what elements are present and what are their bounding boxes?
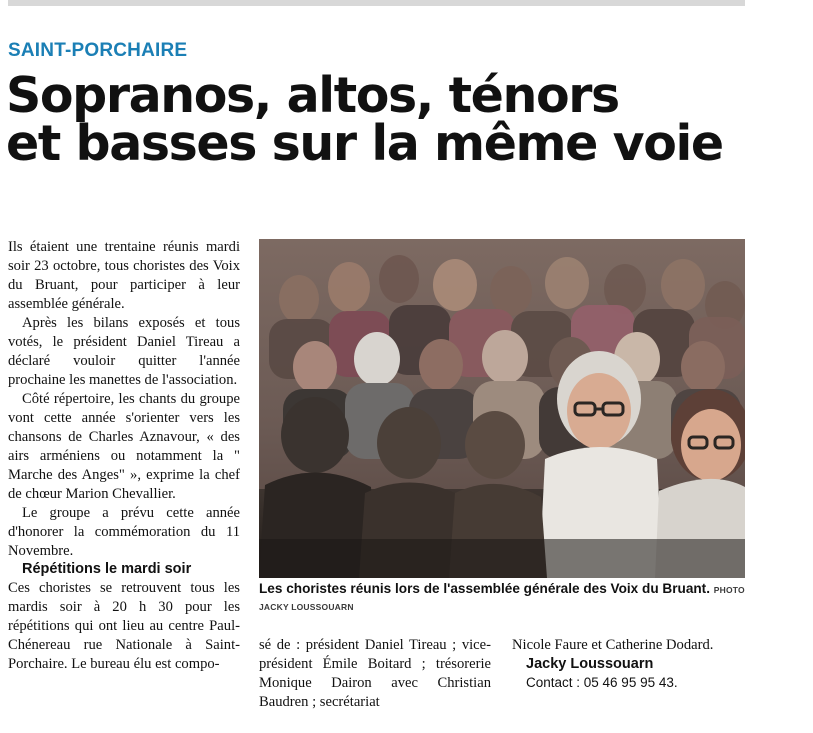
paragraph: Ils étaient une trentaine réunis mardi soir 23 octobre, tous choristes des Voix du Bruant, pour participer à leur assemblée générale. xyxy=(8,239,240,312)
photo-caption xyxy=(259,581,746,614)
paragraph: Côté répertoire, les chants du groupe vont cette année s'orienter vers les chansons de Charles Aznavour, « des airs arméniens ou notamment la " Marche des Anges" », exprime la chef de chœur Marion Chevallier. xyxy=(8,390,240,502)
section-subheading: Répétitions le mardi soir xyxy=(22,561,192,578)
paragraph: sé de : président Daniel Tireau ; vice-président Émile Boitard ; trésorerie Monique Dairon avec Christian Baudren ; secrétariat xyxy=(259,637,491,710)
top-rule-divider xyxy=(8,0,745,6)
locality-kicker: SAINT-PORCHAIRE xyxy=(8,40,188,61)
body-column-1 xyxy=(8,238,240,674)
photo-credit: PHOTO JACKY LOUSSOUARN xyxy=(259,585,745,612)
page-title xyxy=(6,67,766,173)
headline-line-2: et basses sur la même voie xyxy=(6,115,723,173)
caption-text: Les choristes réunis lors de l'assemblée générale des Voix du Bruant. xyxy=(259,581,710,596)
paragraph: Le groupe a prévu cette année d'honorer la commémoration du 11 Novembre. xyxy=(8,504,240,559)
article-photo xyxy=(259,239,745,578)
paragraph: Après les bilans exposés et tous votés, le président Daniel Tireau a déclaré vouloir quitter l'année prochaine les manettes de l'association. xyxy=(8,314,240,388)
headline-line-1: Sopranos, altos, ténors xyxy=(6,67,619,124)
paragraph: Ces choristes se retrouvent tous les mardis soir à 20 h 30 pour les répétitions qui ont lieu au centre Paul-Chénereau rue Nationale à Saint-Porchaire. Le bureau élu est compo- xyxy=(8,580,240,673)
paragraph: Nicole Faure et Catherine Dodard. xyxy=(512,637,714,653)
contact-line: Contact : 05 46 95 95 43. xyxy=(526,674,678,690)
body-column-2 xyxy=(259,636,491,712)
author-byline: Jacky Loussouarn xyxy=(526,655,654,672)
body-column-3 xyxy=(512,636,746,691)
